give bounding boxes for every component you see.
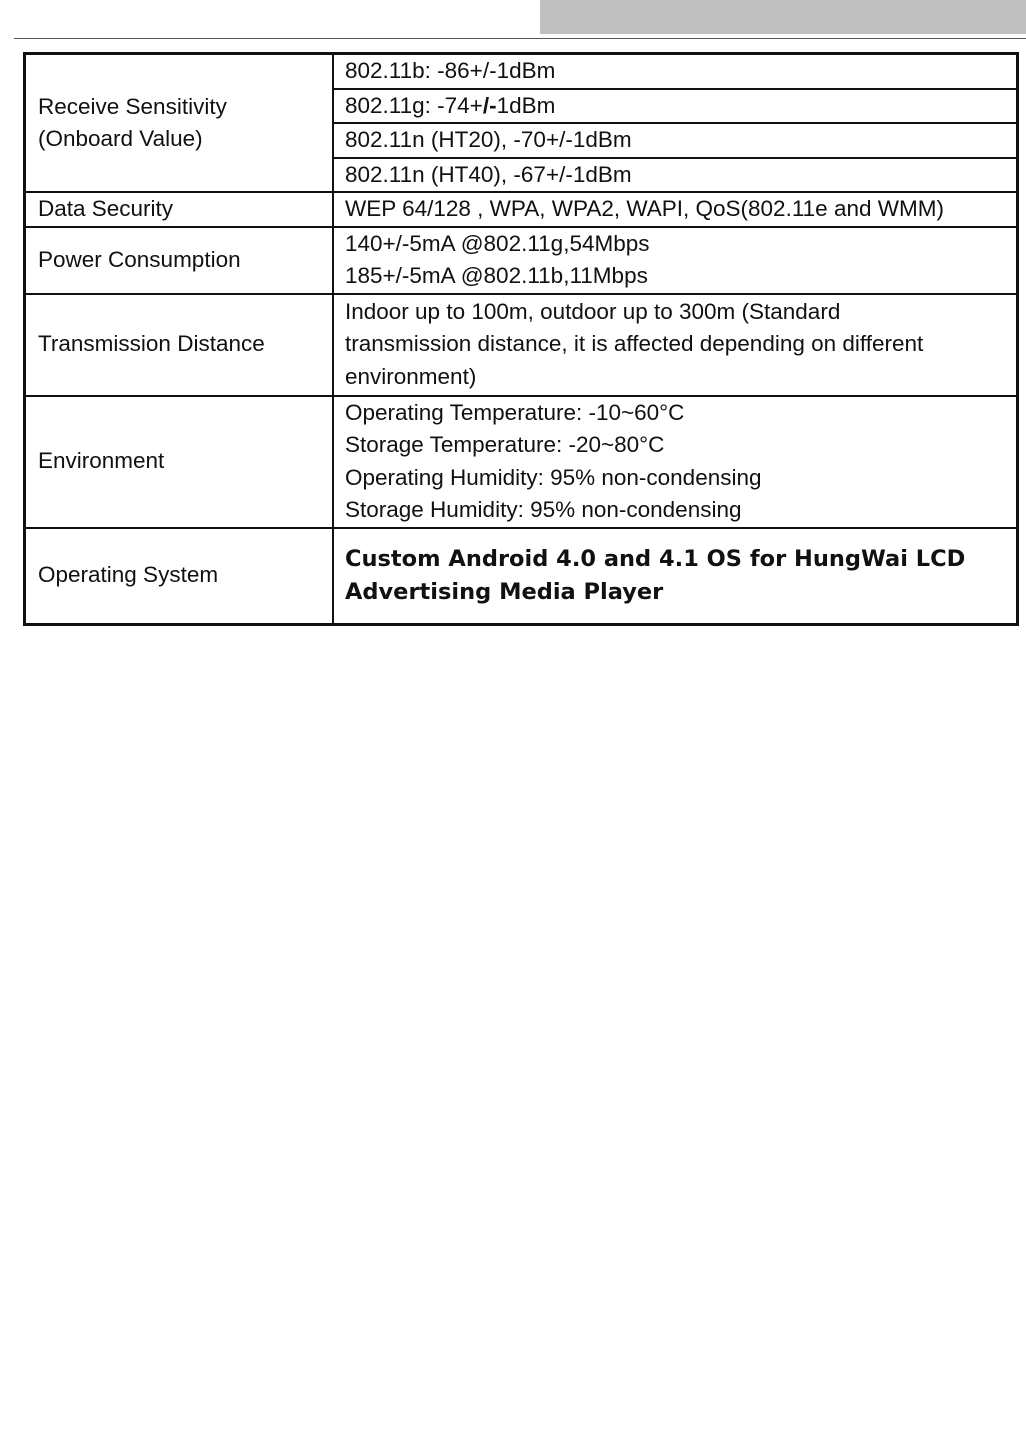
transmission-distance-value [333,294,1018,396]
power-consumption-label: Power Consumption [25,227,334,294]
transmission-distance-label: Transmission Distance [25,294,334,396]
table-row [25,396,1018,528]
operating-system-label: Operating System [25,528,334,625]
value-part-bold: /- [482,92,497,118]
sensitivity-ht40-value: 802.11n (HT40), -67+/-1dBm [333,158,1018,193]
header-gray-tab [540,0,1026,34]
value-part: 1dBm [496,92,556,118]
header-rule [14,38,1026,39]
value-line: transmission distance, it is affected depending on different [345,331,924,357]
sensitivity-11g-value [333,89,1018,124]
value-line: 140+/-5mA @802.11g,54Mbps [345,230,650,256]
table-row [25,192,1018,227]
receive-sensitivity-label [25,54,334,193]
value-line: Advertising Media Player [345,578,664,605]
label-line: (Onboard Value) [38,126,203,151]
data-security-value: WEP 64/128 , WPA, WPA2, WAPI, QoS(802.11e and WMM) [333,192,1018,227]
value-line: Indoor up to 100m, outdoor up to 300m (Standard [345,298,841,324]
data-security-label: Data Security [25,192,334,227]
operating-system-value [333,528,1018,625]
value-line: 185+/-5mA @802.11b,11Mbps [345,263,648,288]
label-line: Receive Sensitivity [38,93,227,119]
value-line: Storage Humidity: 95% non-condensing [345,497,742,522]
value-line: Storage Temperature: -20~80°C [345,432,665,457]
value-part: 802.11g: -74+ [345,92,483,118]
power-consumption-value [333,227,1018,294]
spec-table [23,52,1019,626]
table-row [25,227,1018,294]
value-line: Operating Humidity: 95% non-condensing [345,464,762,490]
sensitivity-11b-value: 802.11b: -86+/-1dBm [333,54,1018,89]
table-row [25,528,1018,625]
table-row [25,294,1018,396]
environment-value [333,396,1018,528]
sensitivity-ht20-value: 802.11n (HT20), -70+/-1dBm [333,123,1018,158]
value-line: Custom Android 4.0 and 4.1 OS for HungWai LCD [345,546,966,572]
value-line: Operating Temperature: -10~60°C [345,399,685,425]
value-line: environment) [345,363,477,389]
table-row [25,54,1018,89]
environment-label: Environment [25,396,334,528]
